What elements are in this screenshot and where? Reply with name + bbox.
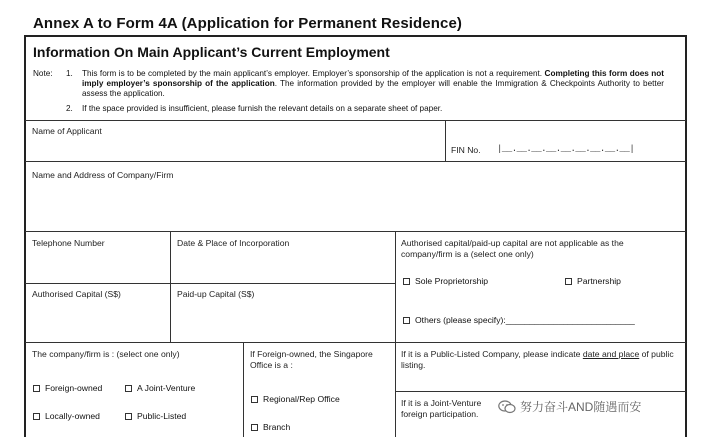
checkbox[interactable]: [403, 317, 410, 324]
document-title: Annex A to Form 4A (Application for Permanent Residence): [33, 15, 462, 32]
option-branch[interactable]: [251, 422, 290, 432]
note-text-1-bold: Completing this form does not imply employer’s sponsorship of the application: [82, 69, 665, 88]
option-label: Regional/Rep Office: [263, 394, 340, 404]
joint-venture-text-1: If it is a Joint-Venture: [401, 398, 482, 408]
divider: [170, 231, 171, 342]
divider: [25, 161, 686, 162]
option-label: Locally-owned: [45, 411, 100, 421]
divider: [395, 231, 396, 437]
option-foreign-owned[interactable]: [33, 383, 102, 393]
telephone-label: Telephone Number: [32, 238, 105, 248]
option-partnership[interactable]: [565, 276, 621, 286]
foreign-owned-label: If Foreign-owned, the Singapore Office is a :: [250, 349, 373, 370]
note-text-1: This form is to be completed by the main applicant’s employer. Employer’s sponsorship of the application is not a requirement. Completing this form does not imply employer’s sponsorship of the application. The information provided by the employer will enable the Immigration & Checkpoints Authority to better assess the application.: [82, 69, 665, 98]
name-of-applicant-label: Name of Applicant: [32, 126, 102, 136]
divider: [25, 120, 686, 121]
public-listed-text: If it is a Public-Listed Company, please indicate date and place of public listing.: [401, 349, 674, 370]
option-regional-rep-office[interactable]: [251, 394, 340, 404]
option-label: A Joint-Venture: [137, 383, 196, 393]
checkbox[interactable]: [251, 424, 258, 431]
divider: [243, 342, 244, 437]
checkbox[interactable]: [125, 385, 132, 392]
divider: [25, 231, 686, 232]
note-text-2: If the space provided is insufficient, please furnish the relevant details on a separate sheet of paper.: [82, 104, 443, 113]
checkbox[interactable]: [125, 413, 132, 420]
checkbox[interactable]: [33, 385, 40, 392]
option-public-listed[interactable]: [125, 411, 186, 421]
paidup-capital-label: Paid-up Capital (S$): [177, 289, 255, 299]
divider: [25, 342, 686, 343]
option-label: Partnership: [577, 276, 621, 286]
joint-venture-text-2: foreign participation.: [401, 409, 479, 419]
name-address-label: Name and Address of Company/Firm: [32, 170, 174, 180]
name-address-field[interactable]: [26, 184, 685, 230]
name-of-applicant-field[interactable]: [26, 138, 444, 160]
note-number-1: 1.: [66, 69, 73, 78]
divider: [445, 120, 446, 161]
public-listed-underlined: date and place: [582, 349, 640, 359]
option-label: Branch: [263, 422, 291, 432]
date-place-incorporation-label: Date & Place of Incorporation: [177, 238, 290, 248]
note-number-2: 2.: [66, 104, 73, 113]
option-locally-owned[interactable]: [33, 411, 100, 421]
option-joint-venture[interactable]: [125, 383, 195, 393]
fin-no-field[interactable]: |__.__.__.__.__.__.__.__.__|: [497, 144, 635, 154]
option-others[interactable]: [403, 315, 635, 325]
option-label: Others (please specify):___________________________: [415, 315, 635, 325]
checkbox[interactable]: [565, 278, 572, 285]
option-label: Foreign-owned: [45, 383, 103, 393]
company-type-label: The company/firm is : (select one only): [32, 349, 180, 359]
divider: [25, 283, 395, 284]
wechat-icon: [498, 400, 516, 414]
watermark-text: 努力奋斗AND随遇而安: [520, 400, 642, 414]
option-sole-proprietorship[interactable]: [403, 276, 488, 286]
note-label: Note:: [33, 69, 53, 78]
authorised-capital-label: Authorised Capital (S$): [32, 289, 121, 299]
checkbox[interactable]: [403, 278, 410, 285]
capital-not-applicable-text: Authorised capital/paid-up capital are not applicable as the company/firm is a (select one only): [401, 238, 624, 259]
watermark: [498, 398, 641, 415]
checkbox[interactable]: [251, 396, 258, 403]
divider: [395, 391, 686, 392]
option-label: Public-Listed: [137, 411, 187, 421]
fin-no-label: FIN No.: [451, 145, 481, 155]
option-label: Sole Proprietorship: [415, 276, 489, 286]
form-title: Information On Main Applicant’s Current Employment: [33, 44, 390, 60]
checkbox[interactable]: [33, 413, 40, 420]
